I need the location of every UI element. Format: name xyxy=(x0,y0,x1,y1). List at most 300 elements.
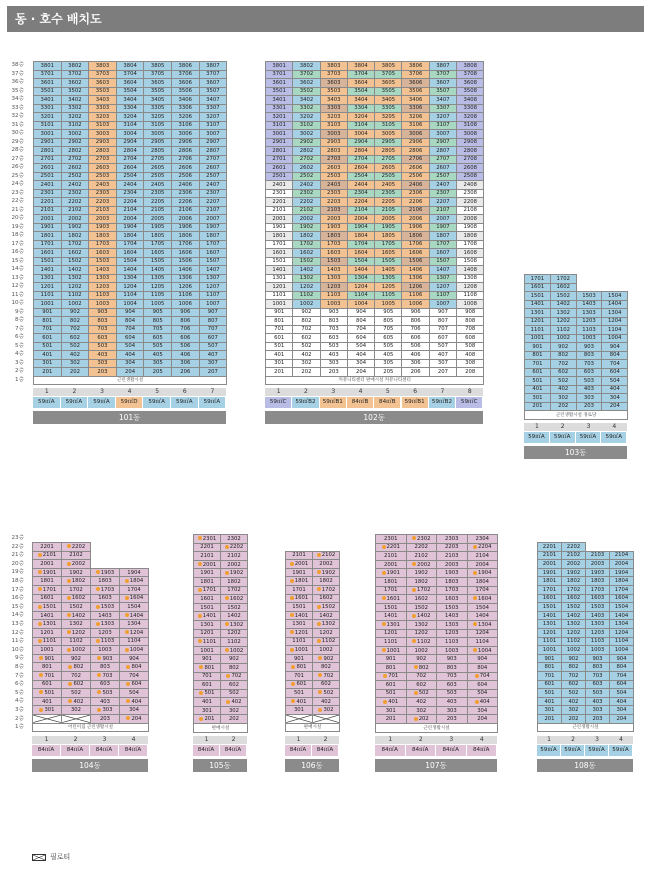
unit-cell[interactable]: 3203 xyxy=(320,113,347,122)
unit-cell[interactable]: 1003 xyxy=(89,300,117,309)
unit-cell[interactable]: 1903 xyxy=(586,568,610,577)
unit-cell[interactable]: 1601 xyxy=(266,249,293,258)
unit-cell[interactable]: 2201 xyxy=(266,198,293,207)
unit-cell[interactable]: 1201 xyxy=(286,629,313,638)
unit-cell[interactable]: 3507 xyxy=(429,87,456,96)
unit-cell[interactable]: 2904 xyxy=(347,138,374,147)
unit-cell[interactable]: 501 xyxy=(286,689,313,698)
unit-cell[interactable]: 2103 xyxy=(89,206,117,215)
unit-cell[interactable]: 1502 xyxy=(406,603,437,612)
unit-cell[interactable]: 1002 xyxy=(61,300,89,309)
unit-cell[interactable]: 3005 xyxy=(375,130,402,139)
unit-cell[interactable]: 403 xyxy=(576,385,602,394)
unit-cell[interactable]: 601 xyxy=(33,680,62,689)
unit-cell[interactable]: 1506 xyxy=(171,257,199,266)
unit-cell[interactable]: 1304 xyxy=(602,309,628,318)
unit-cell[interactable]: 3701 xyxy=(266,70,293,79)
unit-cell[interactable]: 2405 xyxy=(375,181,402,190)
unit-cell[interactable]: 1702 xyxy=(221,586,248,595)
unit-cell[interactable]: 1602 xyxy=(313,594,340,603)
unit-cell[interactable]: 3005 xyxy=(144,130,172,139)
unit-cell[interactable]: 1801 xyxy=(33,577,62,586)
unit-cell[interactable]: 1401 xyxy=(266,266,293,275)
unit-cell[interactable]: 3103 xyxy=(320,121,347,130)
unit-cell[interactable]: 3607 xyxy=(199,79,227,88)
unit-cell[interactable]: 901 xyxy=(538,654,562,663)
unit-cell[interactable]: 1301 xyxy=(33,620,62,629)
unit-cell[interactable]: 3407 xyxy=(199,96,227,105)
unit-cell[interactable]: 401 xyxy=(376,698,407,707)
unit-cell[interactable]: 2307 xyxy=(199,189,227,198)
unit-cell[interactable]: 1203 xyxy=(437,629,468,638)
unit-cell[interactable]: 1205 xyxy=(144,283,172,292)
unit-cell[interactable]: 1501 xyxy=(266,257,293,266)
unit-cell[interactable]: 1408 xyxy=(457,266,484,275)
unit-cell[interactable]: 1304 xyxy=(347,274,374,283)
unit-cell[interactable]: 1307 xyxy=(429,274,456,283)
unit-cell[interactable]: 1802 xyxy=(221,577,248,586)
unit-cell[interactable]: 1303 xyxy=(586,620,610,629)
unit-cell[interactable]: 206 xyxy=(402,368,429,377)
unit-cell[interactable]: 402 xyxy=(293,351,320,360)
unit-cell[interactable]: 2001 xyxy=(33,560,62,569)
unit-cell[interactable]: 1105 xyxy=(144,291,172,300)
unit-cell[interactable]: 3308 xyxy=(457,104,484,113)
unit-cell[interactable]: 1207 xyxy=(199,283,227,292)
unit-cell[interactable]: 2201 xyxy=(34,198,62,207)
unit-cell[interactable]: 2503 xyxy=(320,172,347,181)
unit-cell[interactable]: 1008 xyxy=(457,300,484,309)
unit-cell[interactable]: 1004 xyxy=(347,300,374,309)
unit-cell[interactable]: 501 xyxy=(34,342,62,351)
unit-cell[interactable]: 2408 xyxy=(457,181,484,190)
unit-cell[interactable]: 1603 xyxy=(437,595,468,604)
unit-cell[interactable]: 3202 xyxy=(61,113,89,122)
unit-cell[interactable]: 604 xyxy=(347,334,374,343)
unit-cell[interactable]: 2104 xyxy=(610,551,634,560)
unit-cell[interactable]: 1503 xyxy=(586,603,610,612)
unit-cell[interactable]: 1003 xyxy=(320,300,347,309)
unit-cell[interactable]: 2304 xyxy=(116,189,144,198)
unit-cell[interactable]: 1802 xyxy=(313,577,340,586)
unit-cell[interactable]: 1401 xyxy=(538,611,562,620)
unit-cell[interactable]: 1804 xyxy=(467,577,498,586)
unit-cell[interactable]: 2503 xyxy=(89,172,117,181)
unit-cell[interactable]: 1403 xyxy=(89,266,117,275)
unit-cell[interactable]: 2803 xyxy=(89,147,117,156)
unit-cell[interactable]: 1002 xyxy=(62,646,91,655)
unit-cell[interactable]: 404 xyxy=(610,697,634,706)
unit-cell[interactable]: 1502 xyxy=(62,603,91,612)
unit-cell[interactable]: 3203 xyxy=(89,113,117,122)
unit-cell[interactable]: 1501 xyxy=(34,257,62,266)
unit-cell[interactable]: 1504 xyxy=(116,257,144,266)
unit-cell[interactable]: 1102 xyxy=(550,326,576,335)
unit-cell[interactable]: 2003 xyxy=(586,560,610,569)
unit-cell[interactable]: 3607 xyxy=(429,79,456,88)
unit-cell[interactable]: 1302 xyxy=(550,309,576,318)
unit-cell[interactable]: 1607 xyxy=(199,249,227,258)
unit-cell[interactable]: 2708 xyxy=(457,155,484,164)
unit-cell[interactable]: 1904 xyxy=(467,569,498,578)
unit-cell[interactable]: 706 xyxy=(402,325,429,334)
unit-cell[interactable]: 1807 xyxy=(429,232,456,241)
unit-cell[interactable]: 1004 xyxy=(116,300,144,309)
unit-cell[interactable]: 3604 xyxy=(116,79,144,88)
unit-cell[interactable]: 1308 xyxy=(457,274,484,283)
unit-cell[interactable]: 3206 xyxy=(402,113,429,122)
unit-cell[interactable]: 901 xyxy=(33,654,62,663)
unit-cell[interactable]: 502 xyxy=(562,689,586,698)
unit-cell[interactable]: 903 xyxy=(91,654,120,663)
unit-cell[interactable]: 705 xyxy=(144,325,172,334)
unit-cell[interactable]: 1001 xyxy=(194,646,221,655)
unit-cell[interactable]: 3703 xyxy=(320,70,347,79)
unit-cell[interactable]: 201 xyxy=(194,715,221,724)
unit-cell[interactable]: 1303 xyxy=(91,620,120,629)
unit-cell[interactable]: 3503 xyxy=(320,87,347,96)
unit-cell[interactable]: 905 xyxy=(144,308,172,317)
unit-cell[interactable]: 702 xyxy=(313,672,340,681)
unit-cell[interactable]: 603 xyxy=(91,680,120,689)
unit-cell[interactable]: 1106 xyxy=(171,291,199,300)
unit-cell[interactable]: 2201 xyxy=(194,543,221,552)
unit-cell[interactable]: 2201 xyxy=(538,543,562,552)
unit-cell[interactable]: 3303 xyxy=(89,104,117,113)
unit-cell[interactable]: 2202 xyxy=(61,198,89,207)
unit-cell[interactable]: 604 xyxy=(120,680,149,689)
unit-cell[interactable]: 3304 xyxy=(347,104,374,113)
unit-cell[interactable]: 1304 xyxy=(467,620,498,629)
unit-cell[interactable]: 1506 xyxy=(402,257,429,266)
unit-cell[interactable]: 1603 xyxy=(91,594,120,603)
unit-cell[interactable]: 2103 xyxy=(437,552,468,561)
unit-cell[interactable]: 801 xyxy=(538,663,562,672)
unit-cell[interactable]: 2902 xyxy=(61,138,89,147)
unit-cell[interactable]: 704 xyxy=(120,672,149,681)
unit-cell[interactable]: 402 xyxy=(61,351,89,360)
unit-cell[interactable]: 1504 xyxy=(347,257,374,266)
unit-cell[interactable]: 1904 xyxy=(610,568,634,577)
unit-cell[interactable]: 2808 xyxy=(457,147,484,156)
unit-cell[interactable]: 701 xyxy=(286,672,313,681)
unit-cell[interactable]: 2705 xyxy=(144,155,172,164)
unit-cell[interactable]: 2805 xyxy=(375,147,402,156)
unit-cell[interactable]: 1002 xyxy=(313,646,340,655)
unit-cell[interactable]: 1403 xyxy=(437,612,468,621)
unit-cell[interactable]: 607 xyxy=(429,334,456,343)
unit-cell[interactable]: 2302 xyxy=(61,189,89,198)
unit-cell[interactable]: 1603 xyxy=(89,249,117,258)
unit-cell[interactable]: 3102 xyxy=(293,121,320,130)
unit-cell[interactable]: 1201 xyxy=(538,629,562,638)
unit-cell[interactable]: 1805 xyxy=(375,232,402,241)
unit-cell[interactable]: 1205 xyxy=(375,283,402,292)
unit-cell[interactable]: 1901 xyxy=(286,568,313,577)
unit-cell[interactable]: 1102 xyxy=(406,638,437,647)
unit-cell[interactable]: 303 xyxy=(576,394,602,403)
unit-cell[interactable]: 2001 xyxy=(194,560,221,569)
unit-cell[interactable]: 1007 xyxy=(199,300,227,309)
unit-cell[interactable]: 1704 xyxy=(347,240,374,249)
unit-cell[interactable]: 703 xyxy=(586,672,610,681)
unit-cell[interactable]: 3405 xyxy=(144,96,172,105)
unit-cell[interactable]: 2801 xyxy=(34,147,62,156)
unit-cell[interactable]: 1101 xyxy=(525,326,551,335)
unit-cell[interactable]: 3704 xyxy=(116,70,144,79)
unit-cell[interactable]: 2002 xyxy=(562,560,586,569)
unit-cell[interactable]: 1005 xyxy=(375,300,402,309)
unit-cell[interactable]: 2707 xyxy=(199,155,227,164)
unit-cell[interactable]: 1004 xyxy=(467,646,498,655)
unit-cell[interactable]: 2006 xyxy=(171,215,199,224)
unit-cell[interactable]: 2908 xyxy=(457,138,484,147)
unit-cell[interactable]: 1703 xyxy=(320,240,347,249)
unit-cell[interactable]: 601 xyxy=(266,334,293,343)
unit-cell[interactable]: 3707 xyxy=(199,70,227,79)
unit-cell[interactable]: 2305 xyxy=(144,189,172,198)
unit-cell[interactable]: 2003 xyxy=(320,215,347,224)
unit-cell[interactable]: 504 xyxy=(120,689,149,698)
unit-cell[interactable]: 1003 xyxy=(437,646,468,655)
unit-cell[interactable]: 606 xyxy=(171,334,199,343)
unit-cell[interactable]: 1503 xyxy=(576,292,602,301)
unit-cell[interactable]: 1704 xyxy=(467,586,498,595)
unit-cell[interactable]: 1702 xyxy=(550,275,576,284)
unit-cell[interactable]: 1902 xyxy=(313,568,340,577)
unit-cell[interactable]: 1203 xyxy=(91,629,120,638)
unit-cell[interactable]: 1801 xyxy=(34,232,62,241)
unit-cell[interactable]: 906 xyxy=(402,308,429,317)
unit-cell[interactable]: 1003 xyxy=(586,646,610,655)
unit-cell[interactable]: 1701 xyxy=(194,586,221,595)
unit-cell[interactable]: 1101 xyxy=(34,291,62,300)
unit-cell[interactable]: 1206 xyxy=(171,283,199,292)
unit-cell[interactable]: 1405 xyxy=(375,266,402,275)
unit-cell[interactable]: 1104 xyxy=(116,291,144,300)
unit-cell[interactable]: 602 xyxy=(293,334,320,343)
unit-cell[interactable]: 1104 xyxy=(610,637,634,646)
unit-cell[interactable]: 1903 xyxy=(437,569,468,578)
unit-cell[interactable]: 1301 xyxy=(286,620,313,629)
unit-cell[interactable]: 602 xyxy=(562,680,586,689)
unit-cell[interactable]: 1504 xyxy=(467,603,498,612)
unit-cell[interactable]: 3502 xyxy=(293,87,320,96)
unit-cell[interactable]: 2302 xyxy=(221,535,248,544)
unit-cell[interactable]: 1902 xyxy=(61,223,89,232)
unit-cell[interactable]: 3001 xyxy=(266,130,293,139)
unit-cell[interactable]: 2106 xyxy=(402,206,429,215)
unit-cell[interactable]: 1804 xyxy=(347,232,374,241)
unit-cell[interactable]: 2004 xyxy=(116,215,144,224)
unit-cell[interactable]: 701 xyxy=(34,325,62,334)
unit-cell[interactable]: 501 xyxy=(376,689,407,698)
unit-cell[interactable]: 703 xyxy=(576,360,602,369)
unit-cell[interactable]: 1104 xyxy=(602,326,628,335)
unit-cell[interactable]: 804 xyxy=(602,351,628,360)
unit-cell[interactable]: 1102 xyxy=(221,638,248,647)
unit-cell[interactable]: 2104 xyxy=(347,206,374,215)
unit-cell[interactable]: 2806 xyxy=(171,147,199,156)
unit-cell[interactable]: 1701 xyxy=(33,586,62,595)
unit-cell[interactable]: 1206 xyxy=(402,283,429,292)
unit-cell[interactable]: 1903 xyxy=(91,568,120,577)
unit-cell[interactable]: 2801 xyxy=(266,147,293,156)
unit-cell[interactable]: 1901 xyxy=(266,223,293,232)
unit-cell[interactable]: 303 xyxy=(320,359,347,368)
unit-cell[interactable]: 1907 xyxy=(199,223,227,232)
unit-cell[interactable]: 401 xyxy=(266,351,293,360)
unit-cell[interactable]: 901 xyxy=(34,308,62,317)
unit-cell[interactable]: 3004 xyxy=(116,130,144,139)
unit-cell[interactable]: 3603 xyxy=(320,79,347,88)
unit-cell[interactable]: 902 xyxy=(293,308,320,317)
unit-cell[interactable]: 2001 xyxy=(376,560,407,569)
unit-cell[interactable]: 601 xyxy=(525,368,551,377)
unit-cell[interactable]: 1704 xyxy=(116,240,144,249)
unit-cell[interactable]: 1801 xyxy=(376,577,407,586)
unit-cell[interactable]: 3304 xyxy=(116,104,144,113)
unit-cell[interactable]: 1601 xyxy=(376,595,407,604)
unit-cell[interactable]: 1103 xyxy=(89,291,117,300)
unit-cell[interactable]: 2702 xyxy=(293,155,320,164)
unit-cell[interactable]: 1301 xyxy=(538,620,562,629)
unit-cell[interactable]: 2106 xyxy=(171,206,199,215)
unit-cell[interactable]: 1302 xyxy=(562,620,586,629)
unit-cell[interactable]: 2204 xyxy=(116,198,144,207)
unit-cell[interactable]: 3602 xyxy=(293,79,320,88)
unit-cell[interactable]: 505 xyxy=(144,342,172,351)
unit-cell[interactable]: 1107 xyxy=(429,291,456,300)
unit-cell[interactable]: 1702 xyxy=(406,586,437,595)
unit-cell[interactable]: 1107 xyxy=(199,291,227,300)
unit-cell[interactable]: 301 xyxy=(266,359,293,368)
unit-cell[interactable]: 2301 xyxy=(266,189,293,198)
unit-cell[interactable]: 2807 xyxy=(199,147,227,156)
unit-cell[interactable]: 901 xyxy=(376,655,407,664)
unit-cell[interactable]: 2401 xyxy=(266,181,293,190)
unit-cell[interactable]: 2402 xyxy=(61,181,89,190)
unit-cell[interactable]: 1901 xyxy=(538,568,562,577)
unit-cell[interactable]: 2401 xyxy=(34,181,62,190)
unit-cell[interactable]: 3706 xyxy=(402,70,429,79)
unit-cell[interactable]: 702 xyxy=(562,672,586,681)
unit-cell[interactable]: 2804 xyxy=(116,147,144,156)
unit-cell[interactable]: 904 xyxy=(116,308,144,317)
unit-cell[interactable]: 1102 xyxy=(293,291,320,300)
unit-cell[interactable]: 2506 xyxy=(171,172,199,181)
unit-cell[interactable]: 2102 xyxy=(61,206,89,215)
unit-cell[interactable]: 3801 xyxy=(34,62,62,71)
unit-cell[interactable]: 3208 xyxy=(457,113,484,122)
unit-cell[interactable]: 2605 xyxy=(144,164,172,173)
unit-cell[interactable]: 2903 xyxy=(320,138,347,147)
unit-cell[interactable]: 2803 xyxy=(320,147,347,156)
unit-cell[interactable]: 502 xyxy=(293,342,320,351)
unit-cell[interactable]: 1103 xyxy=(586,637,610,646)
unit-cell[interactable]: 305 xyxy=(144,359,172,368)
unit-cell[interactable]: 3804 xyxy=(116,62,144,71)
unit-cell[interactable]: 1502 xyxy=(313,603,340,612)
unit-cell[interactable]: 2007 xyxy=(199,215,227,224)
unit-cell[interactable]: 1403 xyxy=(91,611,120,620)
unit-cell[interactable]: 2402 xyxy=(293,181,320,190)
unit-cell[interactable]: 1102 xyxy=(313,637,340,646)
unit-cell[interactable]: 1402 xyxy=(313,611,340,620)
unit-cell[interactable]: 3705 xyxy=(375,70,402,79)
unit-cell[interactable]: 1003 xyxy=(576,334,602,343)
unit-cell[interactable]: 2303 xyxy=(437,535,468,544)
unit-cell[interactable]: 2002 xyxy=(313,560,340,569)
unit-cell[interactable]: 707 xyxy=(199,325,227,334)
unit-cell[interactable]: 1808 xyxy=(457,232,484,241)
unit-cell[interactable]: 3505 xyxy=(375,87,402,96)
unit-cell[interactable]: 402 xyxy=(62,697,91,706)
unit-cell[interactable]: 1401 xyxy=(33,611,62,620)
unit-cell[interactable]: 2407 xyxy=(429,181,456,190)
unit-cell[interactable]: 2306 xyxy=(171,189,199,198)
unit-cell[interactable]: 1002 xyxy=(550,334,576,343)
unit-cell[interactable]: 2505 xyxy=(375,172,402,181)
unit-cell[interactable]: 702 xyxy=(406,672,437,681)
unit-cell[interactable]: 802 xyxy=(313,663,340,672)
unit-cell[interactable]: 3702 xyxy=(293,70,320,79)
unit-cell[interactable]: 503 xyxy=(89,342,117,351)
unit-cell[interactable]: 704 xyxy=(116,325,144,334)
unit-cell[interactable]: 1504 xyxy=(120,603,149,612)
unit-cell[interactable]: 2101 xyxy=(538,551,562,560)
unit-cell[interactable]: 906 xyxy=(171,308,199,317)
unit-cell[interactable]: 3003 xyxy=(320,130,347,139)
unit-cell[interactable]: 1204 xyxy=(347,283,374,292)
unit-cell[interactable]: 307 xyxy=(429,359,456,368)
unit-cell[interactable]: 3204 xyxy=(116,113,144,122)
unit-cell[interactable]: 3008 xyxy=(457,130,484,139)
unit-cell[interactable]: 3204 xyxy=(347,113,374,122)
unit-cell[interactable]: 204 xyxy=(467,715,498,724)
unit-cell[interactable]: 3605 xyxy=(144,79,172,88)
unit-cell[interactable]: 3006 xyxy=(402,130,429,139)
unit-cell[interactable]: 901 xyxy=(266,308,293,317)
unit-cell[interactable]: 201 xyxy=(266,368,293,377)
unit-cell[interactable]: 401 xyxy=(286,697,313,706)
unit-cell[interactable]: 504 xyxy=(610,689,634,698)
unit-cell[interactable]: 301 xyxy=(538,706,562,715)
unit-cell[interactable]: 2102 xyxy=(293,206,320,215)
unit-cell[interactable]: 602 xyxy=(550,368,576,377)
unit-cell[interactable]: 3303 xyxy=(320,104,347,113)
unit-cell[interactable]: 1302 xyxy=(293,274,320,283)
unit-cell[interactable]: 605 xyxy=(144,334,172,343)
unit-cell[interactable]: 2107 xyxy=(429,206,456,215)
unit-cell[interactable]: 702 xyxy=(62,672,91,681)
unit-cell[interactable]: 3505 xyxy=(144,87,172,96)
unit-cell[interactable]: 1704 xyxy=(610,586,634,595)
unit-cell[interactable]: 1201 xyxy=(525,317,551,326)
unit-cell[interactable]: 2002 xyxy=(406,560,437,569)
unit-cell[interactable]: 1603 xyxy=(320,249,347,258)
unit-cell[interactable]: 2004 xyxy=(347,215,374,224)
unit-cell[interactable]: 1108 xyxy=(457,291,484,300)
unit-cell[interactable]: 1406 xyxy=(171,266,199,275)
unit-cell[interactable]: 202 xyxy=(406,715,437,724)
unit-cell[interactable]: 1804 xyxy=(120,577,149,586)
unit-cell[interactable]: 902 xyxy=(406,655,437,664)
unit-cell[interactable]: 2102 xyxy=(406,552,437,561)
unit-cell[interactable]: 2603 xyxy=(89,164,117,173)
unit-cell[interactable]: 2104 xyxy=(116,206,144,215)
unit-cell[interactable]: 604 xyxy=(467,681,498,690)
